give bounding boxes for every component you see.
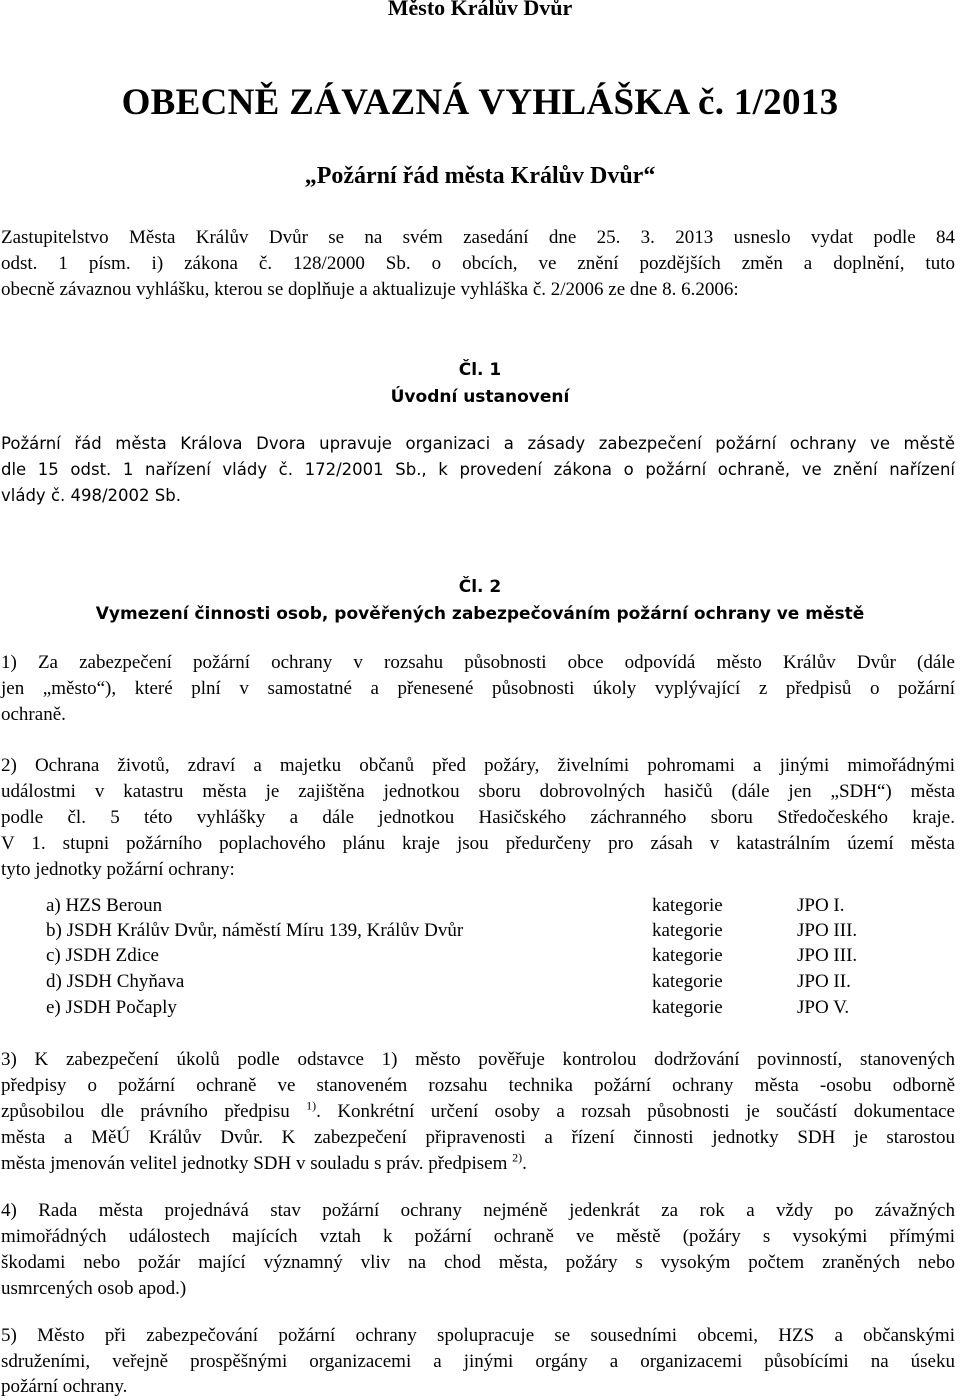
- para-3-text: .: [522, 1153, 527, 1174]
- article-1-number: Čl. 1: [458, 360, 502, 380]
- document-subtitle: „Požární řád města Králův Dvůr“: [304, 163, 656, 189]
- article-1-line: Požární řád města Králova Dvora upravuje organizaci a zásady zabezpečení požární ochrany ve městě: [1, 434, 955, 453]
- article-2-number: Čl. 2: [458, 577, 502, 597]
- article-2-para-2-line: 2) Ochrana životů, zdraví a majetku občanů před požáry, živelními pohromami a jinými mimořádnými: [1, 755, 955, 776]
- article-2-para-1-line: ochraně.: [1, 704, 66, 725]
- unit-name: b) JSDH Králův Dvůr, náměstí Míru 139, Králův Dvůr: [46, 920, 464, 941]
- unit-category-label: kategorie: [652, 971, 723, 992]
- article-2-title: Vymezení činnosti osob, pověřených zabezpečováním požární ochrany ve městě: [95, 604, 865, 624]
- article-2-para-4-line: 4) Rada města projednává stav požární ochrany nejméně jedenkrát za rok a vždy po závažných: [1, 1200, 955, 1221]
- unit-name: d) JSDH Chyňava: [46, 971, 185, 992]
- preamble-line: obecně závaznou vyhlášku, kterou se doplňuje a aktualizuje vyhláška č. 2/2006 ze dne 8. 6.2006:: [1, 279, 739, 300]
- article-2-para-4-line: usmrcených osob apod.): [1, 1278, 187, 1299]
- unit-category: JPO III.: [797, 945, 858, 966]
- article-2-para-2-line: událostmi v katastru města je zajištěna jednotkou sboru dobrovolných hasičů (dále jen „SDH“) města: [1, 781, 955, 802]
- article-2-para-1-line: jen „město“), které plní v samostatné a přenesené působnosti úkoly vyplývající z předpisů o požární: [1, 678, 955, 699]
- article-2-para-3-line: 3) K zabezpečení úkolů podle odstavce 1) město pověřuje kontrolou dodržování povinností, stanovených: [1, 1049, 955, 1070]
- unit-name: a) HZS Beroun: [46, 895, 163, 916]
- unit-category: JPO I.: [797, 895, 845, 916]
- article-2-para-2-line: V 1. stupni požárního poplachového plánu kraje jsou předurčeny pro zásah v katastrálním území města: [1, 833, 955, 854]
- para-3-text: . Konkrétní určení osoby a rozsah působnosti je součástí dokumentace: [316, 1101, 955, 1122]
- preamble-line: Zastupitelstvo Města Králův Dvůr se na svém zasedání dne 25. 3. 2013 usneslo vydat podle 84: [1, 227, 955, 248]
- article-2-para-2-line: tyto jednotky požární ochrany:: [1, 859, 235, 880]
- article-2-para-3-line: města a MěÚ Králův Dvůr. K zabezpečení připravenosti a řízení činnosti jednotky SDH je starostou: [1, 1127, 955, 1148]
- unit-category-label: kategorie: [652, 895, 723, 916]
- article-2-para-5-line: 5) Město při zabezpečování požární ochrany spolupracuje se sousedními obcemi, HZS a občanskými: [1, 1325, 955, 1346]
- para-3-text: města jmenován velitel jednotky SDH v souladu s práv. předpisem: [1, 1153, 508, 1174]
- article-2-para-3-line: [1, 1099, 955, 1125]
- article-2-para-5-line: sdruženími, veřejně prospěšnými organizacemi a jinými orgány a organizacemi působícími na úseku: [1, 1351, 955, 1372]
- preamble-line: odst. 1 písm. i) zákona č. 128/2000 Sb. o obcích, ve znění pozdějších změn a doplnění, tuto: [1, 253, 955, 274]
- document-title: OBECNĚ ZÁVAZNÁ VYHLÁŠKA č. 1/2013: [121, 82, 839, 123]
- para-3-text: způsobilou dle právního předpisu: [1, 1101, 290, 1122]
- footnote-1-ref: 1): [306, 1098, 317, 1113]
- unit-name: e) JSDH Počaply: [46, 997, 177, 1018]
- city-header: Město Králův Dvůr: [387, 0, 573, 20]
- unit-category-label: kategorie: [652, 945, 723, 966]
- unit-name: c) JSDH Zdice: [46, 945, 159, 966]
- unit-category: JPO II.: [797, 971, 851, 992]
- unit-category: JPO III.: [797, 920, 858, 941]
- article-1-line: vlády č. 498/2002 Sb.: [1, 486, 181, 505]
- unit-category: JPO V.: [797, 997, 850, 1018]
- article-1-line: dle 15 odst. 1 nařízení vlády č. 172/2001 Sb., k provedení zákona o požární ochraně, ve znění nařízení: [1, 460, 955, 479]
- unit-category-label: kategorie: [652, 920, 723, 941]
- article-1-title: Úvodní ustanovení: [390, 387, 570, 407]
- article-2-para-4-line: škodami nebo požár mající významný vliv na chod města, požáry s vysokým počtem zraněných nebo: [1, 1252, 955, 1273]
- footnote-2-ref: 2): [512, 1150, 523, 1165]
- unit-category-label: kategorie: [652, 997, 723, 1018]
- article-2-para-2-line: podle čl. 5 této vyhlášky a dále jednotkou Hasičského záchranného sboru Středočeského kraje.: [1, 807, 955, 828]
- article-2-para-3-line: předpisy o požární ochraně ve stanoveném rozsahu technika požární ochrany města -osobu odborně: [1, 1075, 955, 1096]
- article-2-para-3-line: [1, 1151, 527, 1177]
- article-2-para-4-line: mimořádných událostech majících vztah k požární ochraně ve městě (požáry s vysokými přímými: [1, 1226, 955, 1247]
- article-2-para-5-line: požární ochrany.: [1, 1376, 128, 1397]
- article-2-para-1-line: 1) Za zabezpečení požární ochrany v rozsahu působnosti obce odpovídá město Králův Dvůr (dále: [1, 652, 955, 673]
